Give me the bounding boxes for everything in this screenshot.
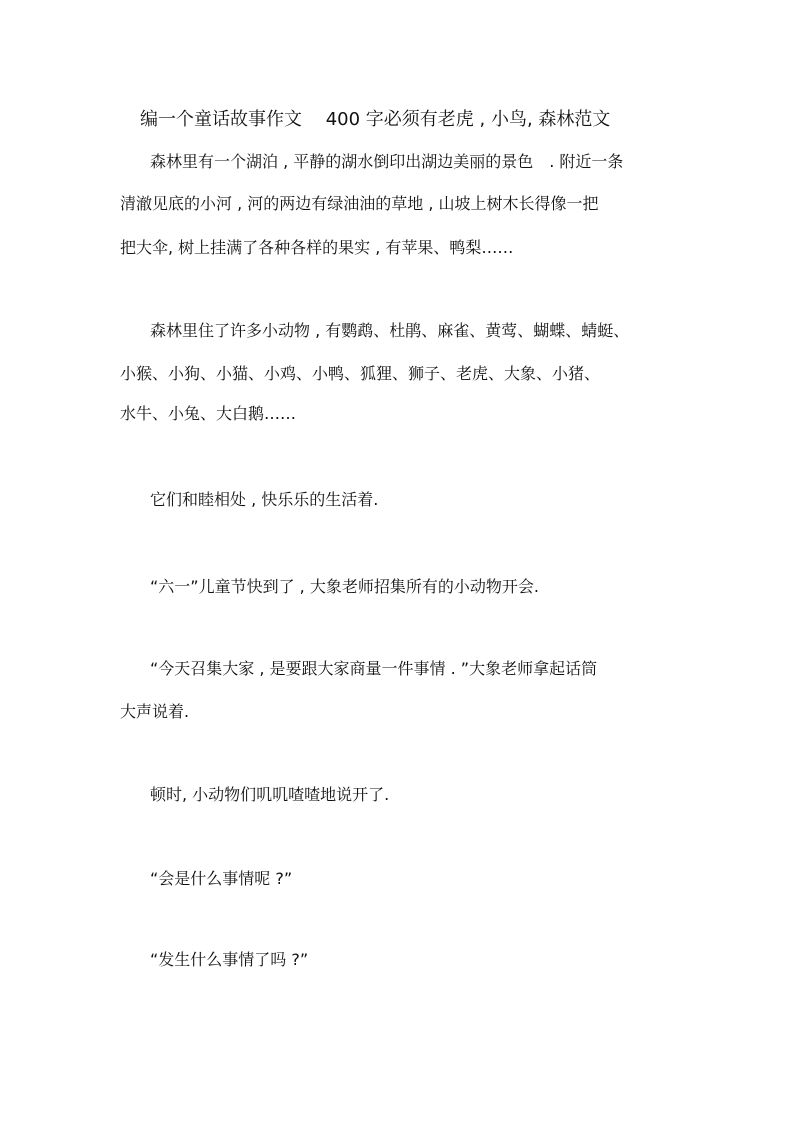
paragraph-line: 森林里有一个湖泊 , 平静的湖水倒印出湖边美丽的景色 . 附近一条 <box>150 152 624 171</box>
paragraph-line: “发生什么事情了吗 ?” <box>150 950 309 969</box>
paragraph-line: 水牛、小兔、大白鹅…… <box>120 404 297 423</box>
paragraph-line: 小猴、小狗、小猫、小鸡、小鸭、狐狸、狮子、老虎、大象、小猪、 <box>120 364 601 383</box>
paragraph-line: 大声说着. <box>120 702 190 721</box>
document-title: 编一个童话故事作文 400 字必须有老虎 , 小鸟, 森林范文 <box>140 109 611 130</box>
paragraph-line: 它们和睦相处 , 快乐乐的生活着. <box>150 490 379 509</box>
paragraph-line: “会是什么事情呢 ?” <box>150 869 293 888</box>
paragraph-line: 清澈见底的小河 , 河的两边有绿油油的草地 , 山坡上树木长得像一把 <box>120 194 599 213</box>
paragraph-line: 顿时, 小动物们叽叽喳喳地说开了. <box>150 785 390 804</box>
paragraph-line: 把大伞, 树上挂满了各种各样的果实 , 有苹果、鸭梨…… <box>120 238 514 257</box>
paragraph-line: 森林里住了许多小动物 , 有鹦鹉、杜鹃、麻雀、黄莺、蝴蝶、蜻蜓、 <box>150 321 630 340</box>
paragraph-line: “六一”儿童节快到了 , 大象老师招集所有的小动物开会. <box>150 577 539 596</box>
paragraph-line: “今天召集大家 , 是要跟大家商量一件事情 . ”大象老师拿起话筒 <box>150 659 598 678</box>
